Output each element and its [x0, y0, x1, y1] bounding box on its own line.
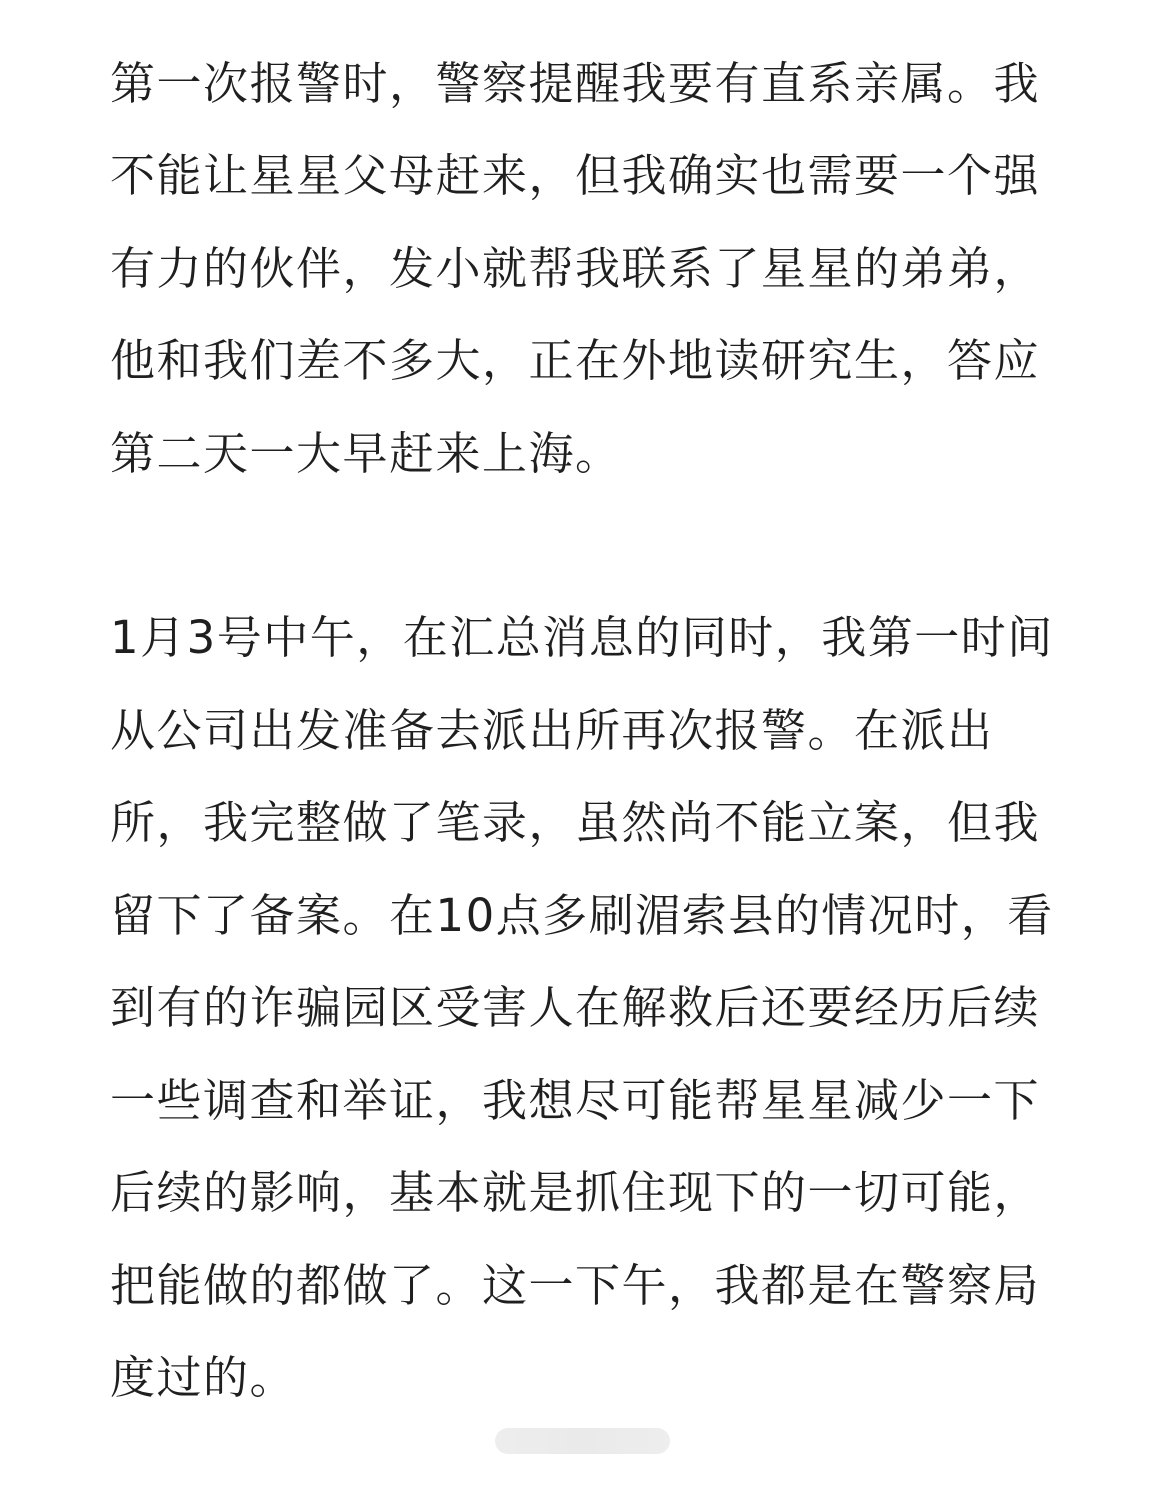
paragraph-1-line-1: 第一次报警时，警察提醒我要有直系亲属。我: [110, 57, 1041, 110]
paragraph-1-line-4: 他和我们差不多大，正在外地读研究生，答应: [110, 334, 1041, 387]
paragraph-2-line-7: 后续的影响，基本就是抓住现下的一切可能，: [110, 1166, 1041, 1219]
paragraph-1-line-3: 有力的伙伴，发小就帮我联系了星星的弟弟，: [110, 242, 1041, 295]
paragraph-2-line-6: 一些调查和举证，我想尽可能帮星星减少一下: [110, 1074, 1041, 1127]
watermark: [495, 1428, 670, 1454]
paragraph-1-line-2: 不能让星星父母赶来，但我确实也需要一个强: [110, 149, 1041, 202]
paragraph-1-line-5: 第二天一大早赶来上海。: [110, 427, 622, 480]
paragraph-2-line-2: 从公司出发准备去派出所再次报警。在派出: [110, 704, 994, 757]
paragraph-2-line-9: 度过的。: [110, 1351, 297, 1404]
paragraph-2-line-8: 把能做的都做了。这一下午，我都是在警察局: [110, 1259, 1041, 1312]
paragraph-2-line-5: 到有的诈骗园区受害人在解救后还要经历后续: [110, 981, 1041, 1034]
paragraph-2-line-1: 1月3号中午，在汇总消息的同时，我第一时间: [110, 611, 1054, 664]
paragraph-2-line-3: 所，我完整做了笔录，虽然尚不能立案，但我: [110, 796, 1041, 849]
paragraph-2-line-4: 留下了备案。在10点多刷湄索县的情况时，看: [110, 889, 1054, 942]
